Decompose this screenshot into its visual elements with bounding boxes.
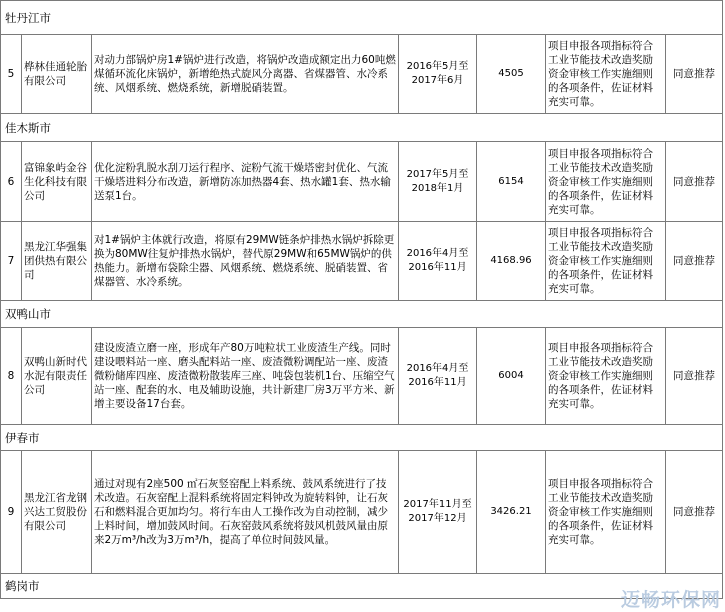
table-row	[1, 35, 723, 114]
review-opinion: 同意推荐	[666, 35, 723, 114]
review-opinion: 同意推荐	[666, 142, 723, 222]
investment-amount: 3426.21	[477, 451, 546, 574]
row-number: 8	[1, 328, 22, 425]
section-row	[1, 1, 723, 35]
project-content: 优化淀粉乳脱水刮刀运行程序、淀粉气流干燥塔密封优化、气流干燥塔进料分布改造，新增防冻加热器4套、热水罐1套、热水输送泵1台。	[92, 142, 399, 222]
section-row	[1, 301, 723, 328]
section-city: 双鸭山市	[1, 301, 723, 328]
section-city: 鹤岗市	[1, 574, 723, 599]
section-city: 伊春市	[1, 425, 723, 451]
project-period: 2016年4月至2016年11月	[399, 222, 477, 301]
site-watermark: 迈畅环保网	[620, 589, 721, 611]
table-row	[1, 451, 723, 574]
investment-amount: 4168.96	[477, 222, 546, 301]
row-number: 6	[1, 142, 22, 222]
review-basis: 项目申报各项指标符合工业节能技术改造奖励资金审核工作实施细则的各项条件，佐证材料充实可靠。	[546, 328, 666, 425]
section-row	[1, 425, 723, 451]
project-period: 2016年5月至2017年6月	[399, 35, 477, 114]
project-period: 2017年5月至2018年1月	[399, 142, 477, 222]
section-row	[1, 114, 723, 142]
project-content: 通过对现有2座500 ㎡石灰竖窑配上料系统、鼓风系统进行了技术改造。石灰窑配上混料系统将固定料钟改为旋转料钟，让石灰石和燃料混合更加均匀。将行车由人工操作改为自动控制，减少上料时间，增加鼓风时间。石灰窑鼓风系统将鼓风机鼓风量由原来2万m³/h改为3万m³/h，提高了单位时间鼓风量。	[92, 451, 399, 574]
review-opinion: 同意推荐	[666, 328, 723, 425]
row-number: 9	[1, 451, 22, 574]
investment-amount: 6004	[477, 328, 546, 425]
company-name: 双鸭山新时代水泥有限责任公司	[22, 328, 92, 425]
review-basis: 项目申报各项指标符合工业节能技术改造奖励资金审核工作实施细则的各项条件，佐证材料充实可靠。	[546, 35, 666, 114]
review-basis: 项目申报各项指标符合工业节能技术改造奖励资金审核工作实施细则的各项条件，佐证材料充实可靠。	[546, 222, 666, 301]
company-name: 黑龙江省龙钢兴达工贸股份有限公司	[22, 451, 92, 574]
company-name: 桦林佳通轮胎有限公司	[22, 35, 92, 114]
row-number: 7	[1, 222, 22, 301]
project-content: 建设废渣立磨一座，形成年产80万吨粒状工业废渣生产线。同时建设喂料站一座、磨头配料站一座、废渣微粉调配站一座、废渣微粉储库四座、废渣微粉散装库三座、吨袋包装机1台、压缩空气站一座、配套的水、电及辅助设施，共计新建厂房3万平方米、新增主要设备17台套。	[92, 328, 399, 425]
company-name: 富锦象屿金谷生化科技有限公司	[22, 142, 92, 222]
table-row	[1, 328, 723, 425]
project-period: 2016年4月至2016年11月	[399, 328, 477, 425]
investment-amount: 6154	[477, 142, 546, 222]
section-city: 佳木斯市	[1, 114, 723, 142]
section-row	[1, 574, 723, 599]
row-number: 5	[1, 35, 22, 114]
review-opinion: 同意推荐	[666, 451, 723, 574]
review-basis: 项目申报各项指标符合工业节能技术改造奖励资金审核工作实施细则的各项条件，佐证材料充实可靠。	[546, 451, 666, 574]
table-row	[1, 142, 723, 222]
section-city: 牡丹江市	[1, 1, 723, 35]
review-opinion: 同意推荐	[666, 222, 723, 301]
project-content: 对1#锅炉主体就行改造，将原有29MW链条炉排热水锅炉拆除更换为80MW往复炉排热水锅炉，替代原29MW和65MW锅炉的供热能力。新增布袋除尘器、风烟系统、燃烧系统、脱硝装置、省煤器管、水冷系统。	[92, 222, 399, 301]
table-row	[1, 222, 723, 301]
project-content: 对动力部锅炉房1#锅炉进行改造，将锅炉改造成额定出力60吨燃煤循环流化床锅炉，新增绝热式旋风分离器、省煤器管、水冷系统、风烟系统、燃烧系统，新增脱硝装置。	[92, 35, 399, 114]
review-basis: 项目申报各项指标符合工业节能技术改造奖励资金审核工作实施细则的各项条件，佐证材料充实可靠。	[546, 142, 666, 222]
project-period: 2017年11月至2017年12月	[399, 451, 477, 574]
company-name: 黑龙江华强集团供热有限公司	[22, 222, 92, 301]
investment-amount: 4505	[477, 35, 546, 114]
